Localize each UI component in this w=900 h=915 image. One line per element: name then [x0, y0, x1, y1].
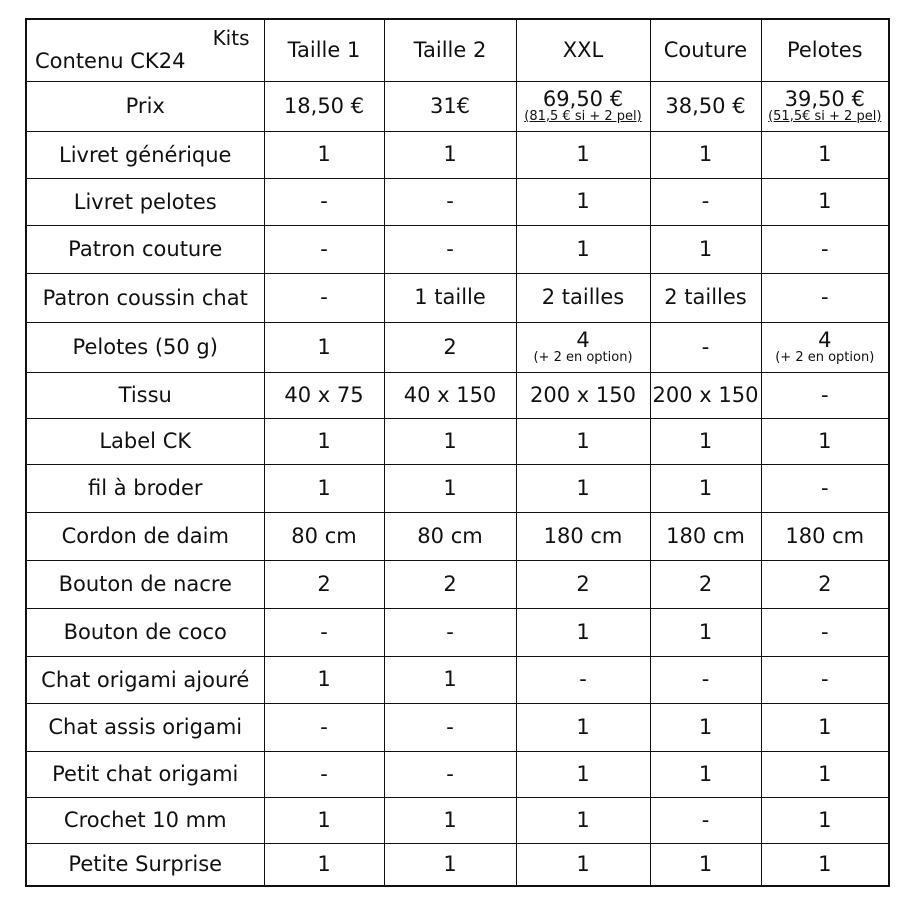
table-cell [650, 372, 761, 418]
header-row [26, 19, 889, 81]
row-label: Bouton de coco [26, 608, 264, 656]
cell-note: (+ 2 en option) [775, 349, 875, 365]
table-cell [650, 560, 761, 608]
table-cell [384, 131, 516, 178]
table-cell [761, 418, 889, 464]
cell-value: 2 tailles [541, 285, 625, 310]
table-cell [761, 81, 889, 131]
table-cell [516, 751, 650, 797]
cell-value: 40 x 150 [403, 382, 497, 407]
table-cell [384, 512, 516, 560]
row-label: fil à broder [26, 464, 264, 512]
cell-value: 180 cm [785, 523, 865, 548]
cell-value: - [446, 761, 454, 786]
cell-value: 1 [698, 714, 713, 739]
row-label: Pelotes (50 g) [26, 322, 264, 372]
table-row [26, 560, 889, 608]
table-cell [516, 273, 650, 322]
table-cell [516, 418, 650, 464]
cell-value: 180 cm [543, 523, 623, 548]
table-cell [761, 225, 889, 273]
table-row [26, 843, 889, 886]
cell-value: - [320, 236, 328, 261]
table-cell [384, 464, 516, 512]
cell-value: 2 [818, 571, 832, 596]
cell-value: - [320, 189, 328, 214]
table-row [26, 225, 889, 273]
table-cell [264, 560, 384, 608]
table-cell [516, 560, 650, 608]
cell-value: 2 [698, 571, 713, 596]
cell-value: 1 [443, 428, 457, 453]
table-cell [516, 843, 650, 886]
cell-note: (81,5 € si + 2 pel) [524, 108, 642, 124]
table-cell [650, 418, 761, 464]
table-cell [264, 751, 384, 797]
cell-value: 1 [443, 852, 457, 877]
table-cell [761, 178, 889, 225]
cell-value: 1 [698, 142, 713, 167]
table-cell [264, 608, 384, 656]
table-cell [264, 703, 384, 751]
cell-value: - [446, 189, 454, 214]
table-cell [384, 703, 516, 751]
cell-value: 1 [443, 475, 457, 500]
column-header-xxl: XXL [516, 19, 650, 81]
table-cell [516, 178, 650, 225]
cell-value: 1 [576, 761, 590, 786]
cell-value: 1 [443, 667, 457, 692]
table-cell [516, 512, 650, 560]
row-label: Patron coussin chat [26, 273, 264, 322]
table-cell [264, 178, 384, 225]
table-cell [761, 372, 889, 418]
cell-value: 1 [818, 714, 832, 739]
table-cell [761, 797, 889, 843]
table-row [26, 273, 889, 322]
table-cell [384, 225, 516, 273]
row-label: Chat origami ajouré [26, 656, 264, 703]
cell-value: 1 [317, 475, 331, 500]
cell-value: 1 [576, 619, 590, 644]
table-cell [761, 131, 889, 178]
table-cell [264, 131, 384, 178]
cell-value: 39,50 € [784, 86, 865, 111]
table-cell [516, 322, 650, 372]
cell-value: 1 [698, 852, 713, 877]
table-row [26, 464, 889, 512]
table-cell [650, 131, 761, 178]
table-cell [761, 322, 889, 372]
row-label: Livret pelotes [26, 178, 264, 225]
table-cell [761, 703, 889, 751]
cell-value: - [701, 334, 710, 359]
table-cell [650, 608, 761, 656]
cell-note: (51,5€ si + 2 pel) [768, 108, 882, 124]
row-label: Tissu [26, 372, 264, 418]
table-cell [264, 418, 384, 464]
table-row [26, 656, 889, 703]
table-cell [516, 464, 650, 512]
table-cell [384, 372, 516, 418]
row-label: Label CK [26, 418, 264, 464]
table-cell [384, 656, 516, 703]
row-label: Cordon de daim [26, 512, 264, 560]
table-cell [516, 608, 650, 656]
cell-value: - [820, 382, 829, 407]
table-row [26, 797, 889, 843]
table-cell [516, 131, 650, 178]
table-cell [650, 797, 761, 843]
table-cell [264, 464, 384, 512]
cell-value: - [701, 189, 710, 214]
cell-value: 18,50 € [283, 93, 365, 118]
column-header-taille-2: Taille 2 [384, 19, 516, 81]
table-cell [650, 512, 761, 560]
cell-value: 1 [818, 761, 832, 786]
cell-value: 38,50 € [665, 93, 746, 118]
column-header-couture: Couture [650, 19, 761, 81]
cell-value: 2 [443, 334, 457, 359]
table-cell [264, 81, 384, 131]
table-cell [650, 178, 761, 225]
table-cell [264, 797, 384, 843]
table-cell [650, 843, 761, 886]
table-row [26, 131, 889, 178]
table-cell [384, 418, 516, 464]
row-label: Livret générique [26, 131, 264, 178]
column-header-pelotes: Pelotes [761, 19, 889, 81]
table-cell [650, 751, 761, 797]
table-cell [516, 656, 650, 703]
table-cell [384, 560, 516, 608]
cell-value: 1 [317, 852, 331, 877]
cell-value: 1 [317, 667, 331, 692]
table-cell [384, 178, 516, 225]
table-cell [384, 608, 516, 656]
table-cell [650, 225, 761, 273]
cell-value: - [820, 285, 829, 310]
table-cell [264, 372, 384, 418]
table-cell [516, 372, 650, 418]
cell-value: - [320, 714, 328, 739]
table-row [26, 512, 889, 560]
table-cell [650, 81, 761, 131]
cell-value: 1 [698, 619, 713, 644]
cell-value: 1 [698, 428, 713, 453]
corner-contents-label: Contenu CK24 [35, 48, 186, 73]
cell-value: 69,50 € [542, 86, 624, 111]
table-cell [384, 843, 516, 886]
cell-value: 2 [443, 571, 457, 596]
cell-value: 1 [818, 428, 832, 453]
table-cell [264, 512, 384, 560]
cell-value: 4 [576, 327, 590, 352]
table-cell [264, 273, 384, 322]
cell-value: 31€ [429, 93, 471, 118]
table-cell [650, 322, 761, 372]
table-row [26, 81, 889, 131]
cell-value: 1 [698, 236, 713, 261]
cell-value: 1 [576, 807, 590, 832]
table-row [26, 322, 889, 372]
table-cell [384, 273, 516, 322]
column-header-taille-1: Taille 1 [264, 19, 384, 81]
row-label: Bouton de nacre [26, 560, 264, 608]
table-cell [761, 512, 889, 560]
cell-value: 1 taille [414, 285, 486, 310]
table-cell [761, 464, 889, 512]
cell-value: - [820, 236, 829, 261]
table-row [26, 372, 889, 418]
table-cell [650, 656, 761, 703]
table-cell [761, 843, 889, 886]
cell-value: - [820, 475, 829, 500]
table-cell [384, 797, 516, 843]
cell-value: 1 [818, 142, 832, 167]
table-cell [264, 656, 384, 703]
table-cell [384, 81, 516, 131]
row-label: Patron couture [26, 225, 264, 273]
cell-value: 1 [576, 142, 590, 167]
cell-value: 1 [576, 236, 590, 261]
table-cell [264, 843, 384, 886]
cell-value: 1 [317, 807, 331, 832]
cell-value: - [320, 761, 328, 786]
row-label: Chat assis origami [26, 703, 264, 751]
row-label: Prix [26, 81, 264, 131]
table-cell [650, 273, 761, 322]
cell-value: - [446, 619, 454, 644]
table-row [26, 751, 889, 797]
cell-value: - [579, 667, 587, 692]
cell-value: 2 [576, 571, 590, 596]
table-body [26, 19, 889, 886]
cell-value: 80 cm [291, 523, 357, 548]
cell-value: 1 [576, 189, 590, 214]
cell-value: 200 x 150 [530, 382, 636, 407]
cell-value: - [320, 285, 328, 310]
table-cell [761, 751, 889, 797]
row-label: Crochet 10 mm [26, 797, 264, 843]
cell-value: 1 [698, 475, 713, 500]
cell-value: 1 [818, 189, 832, 214]
row-label: Petit chat origami [26, 751, 264, 797]
cell-value: 1 [317, 142, 331, 167]
cell-value: 1 [576, 475, 590, 500]
row-label: Petite Surprise [26, 843, 264, 886]
cell-value: - [446, 714, 454, 739]
table-cell [516, 225, 650, 273]
cell-value: 2 [317, 571, 331, 596]
cell-value: - [701, 667, 710, 692]
table-cell [761, 560, 889, 608]
cell-value: 1 [576, 714, 590, 739]
table-row [26, 608, 889, 656]
cell-value: 1 [818, 852, 832, 877]
table-cell [650, 703, 761, 751]
cell-value: 1 [317, 428, 331, 453]
table-cell [384, 322, 516, 372]
cell-value: 200 x 150 [652, 382, 759, 407]
cell-value: 1 [443, 142, 457, 167]
cell-value: - [701, 807, 710, 832]
cell-value: - [446, 236, 454, 261]
cell-value: 80 cm [417, 523, 483, 548]
cell-value: 1 [698, 761, 713, 786]
table-cell [761, 608, 889, 656]
kit-contents-table [25, 18, 890, 887]
cell-value: 1 [443, 807, 457, 832]
cell-value: 180 cm [666, 523, 745, 548]
table-cell [516, 81, 650, 131]
table-row [26, 703, 889, 751]
table-cell [516, 797, 650, 843]
table-row [26, 178, 889, 225]
cell-value: 1 [317, 334, 331, 359]
table-cell [264, 225, 384, 273]
table-cell [384, 751, 516, 797]
table-cell [264, 322, 384, 372]
cell-value: 1 [576, 852, 590, 877]
cell-value: 1 [576, 428, 590, 453]
table-row [26, 418, 889, 464]
cell-value: 2 tailles [664, 285, 747, 310]
table-cell [516, 703, 650, 751]
table-cell [650, 464, 761, 512]
table-cell [761, 273, 889, 322]
cell-note: (+ 2 en option) [533, 349, 633, 365]
table-cell [761, 656, 889, 703]
corner-kits-label: Kits [212, 26, 250, 50]
corner-header-cell [26, 19, 264, 81]
cell-value: 1 [818, 807, 832, 832]
cell-value: 4 [818, 327, 832, 352]
cell-value: 40 x 75 [284, 382, 364, 407]
cell-value: - [820, 619, 829, 644]
cell-value: - [820, 667, 829, 692]
cell-value: - [320, 619, 328, 644]
